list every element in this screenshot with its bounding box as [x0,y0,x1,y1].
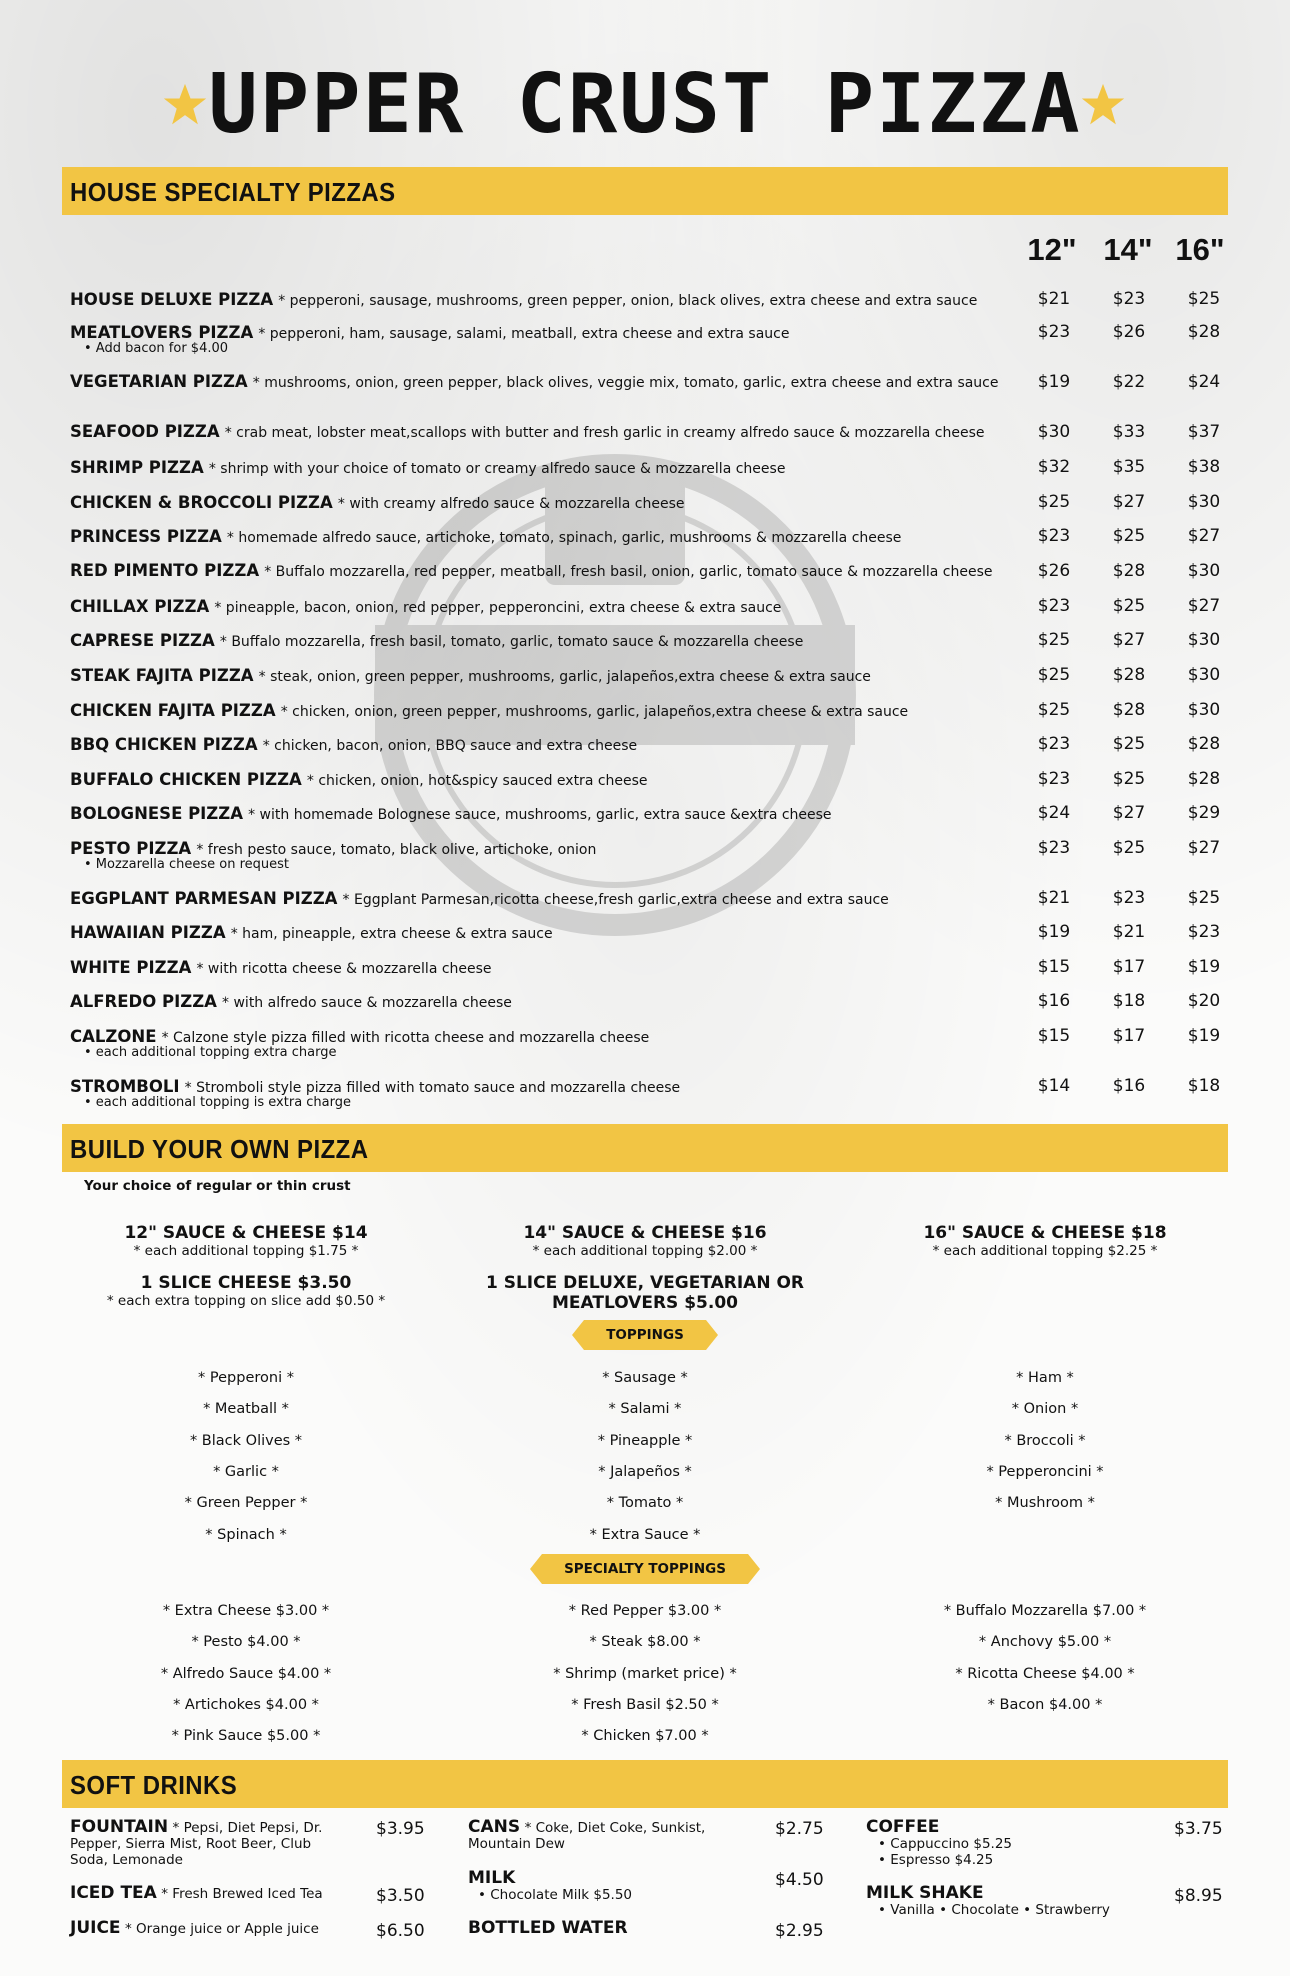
iced-tea-name: ICED TEA [70,1883,157,1903]
juice-price: $6.50 [376,1921,425,1941]
pizza-name: STROMBOLI [70,1077,180,1096]
pizza-description: * steak, onion, green pepper, mushrooms, garlic, jalapeños,extra cheese & extra sauce [258,669,871,685]
iced-tea-price: $3.50 [376,1886,425,1906]
pizza-price: $28 [1112,561,1146,581]
size-header-12: 12" [1027,232,1077,267]
pizza-price: $23 [1037,322,1071,342]
specialty-topping-item: * Shrimp (market price) * [553,1665,737,1682]
fountain-desc-1: * Pepsi, Diet Pepsi, Dr. [172,1820,323,1836]
pizza-description: * mushrooms, onion, green pepper, black olives, veggie mix, tomato, garlic, extra cheese and extra sauce [252,375,999,391]
pizza-price: $15 [1037,1026,1071,1046]
pizza-price: $23 [1112,888,1146,908]
pizza-price: $28 [1187,769,1221,789]
drinks-heading: SOFT DRINKS [70,1770,238,1800]
pizza-price: $21 [1037,289,1071,309]
drink-milk-shake [866,1885,1110,1918]
pizza-price: $19 [1187,957,1221,977]
size-header-14: 14" [1103,232,1153,267]
specialty-topping-item: * Chicken $7.00 * [581,1728,709,1745]
shake-price: $8.95 [1174,1886,1223,1906]
milk-desc: • Chocolate Milk $5.50 [478,1887,632,1903]
topping-item: * Broccoli * [1004,1432,1086,1449]
pizza-price: $32 [1037,457,1071,477]
pizza-description: * shrimp with your choice of tomato or creamy alfredo sauce & mozzarella cheese [208,461,786,477]
pizza-price: $30 [1187,665,1221,685]
pizza-name: BBQ CHICKEN PIZZA [70,735,258,754]
juice-name: JUICE [70,1918,121,1938]
drinks-heading-bar [62,1760,1228,1808]
pizza-name: CAPRESE PIZZA [70,631,215,650]
pizza-price: $23 [1037,734,1071,754]
topping-item: * Salami * [608,1401,682,1418]
drink-water [468,1920,628,1937]
specialty-topping-item: * Extra Cheese $3.00 * [162,1603,330,1619]
star-icon [162,82,208,128]
pizza-name: BUFFALO CHICKEN PIZZA [70,770,302,789]
topping-item: * Black Olives * [189,1432,303,1449]
drink-coffee [866,1819,1012,1868]
base-14 [495,1223,795,1259]
pizza-price: $21 [1112,922,1146,942]
base-12-note: * each additional topping $1.75 * [133,1243,359,1259]
pizza-description: * chicken, bacon, onion, BBQ sauce and extra cheese [262,738,638,754]
pizza-price: $23 [1187,922,1221,942]
pizza-description: * pepperoni, ham, sausage, salami, meatball, extra cheese and extra sauce [258,326,790,342]
pizza-price: $30 [1187,561,1221,581]
pizza-price: $23 [1037,838,1071,858]
pizza-price: $27 [1112,492,1146,512]
topping-item: * Pepperoni * [198,1370,294,1386]
pizza-price: $16 [1112,1076,1146,1096]
pizza-description: * fresh pesto sauce, tomato, black olive, artichoke, onion [196,842,597,858]
topping-item: * Tomato * [606,1495,684,1512]
base-12 [96,1223,396,1259]
pizza-price: $15 [1037,957,1071,977]
pizza-price: $28 [1187,734,1221,754]
pizza-price: $27 [1187,838,1221,858]
specialty-topping-item: * Pesto $4.00 * [191,1634,301,1651]
pizza-name: RED PIMENTO PIZZA [70,561,260,580]
pizza-description: * Buffalo mozzarella, fresh basil, tomato, garlic, tomato sauce & mozzarella cheese [219,634,804,650]
pizza-description: * with alfredo sauce & mozzarella cheese [222,995,512,1011]
pizza-price: $38 [1187,457,1221,477]
pizza-note: • Mozzarella cheese on request [84,857,289,872]
topping-item: * Meatball * [203,1401,289,1418]
pizza-note: • each additional topping is extra charge [84,1095,352,1110]
pizza-name: HAWAIIAN PIZZA [70,923,226,942]
specialty-topping-item: * Artichokes $4.00 * [173,1696,319,1713]
pizza-price: $20 [1187,991,1221,1011]
pizza-price: $27 [1112,803,1146,823]
pizza-price: $21 [1037,888,1071,908]
specialty-topping-item: * Pink Sauce $5.00 * [171,1728,321,1745]
drink-cans [468,1819,748,1852]
milk-name: MILK [468,1868,516,1888]
pizza-price: $25 [1112,838,1146,858]
drink-fountain [70,1819,370,1868]
specialty-heading: HOUSE SPECIALTY PIZZAS [70,177,396,207]
drink-milk [468,1870,632,1903]
pizza-price: $22 [1112,372,1146,392]
pizza-price: $25 [1037,492,1071,512]
pizza-price: $17 [1112,1026,1146,1046]
pizza-description: * Buffalo mozzarella, red pepper, meatball, fresh basil, onion, garlic, tomato sauce & mozzarella cheese [264,564,993,580]
pizza-line [70,373,1020,392]
star-icon [1080,82,1126,128]
pizza-price: $30 [1037,422,1071,442]
specialty-topping-item: * Buffalo Mozzarella $7.00 * [943,1603,1147,1619]
milk-price: $4.50 [775,1870,824,1890]
base-14-title: 14" SAUCE & CHEESE $16 [523,1223,767,1243]
pizza-price: $24 [1037,803,1071,823]
pizza-description: * with ricotta cheese & mozzarella cheese [196,961,492,977]
pizza-price: $30 [1187,700,1221,720]
pizza-price: $26 [1037,561,1071,581]
cans-name: CANS [468,1817,521,1837]
pizza-name: CHICKEN FAJITA PIZZA [70,701,276,720]
pizza-price: $33 [1112,422,1146,442]
specialty-topping-item: * Anchovy $5.00 * [978,1634,1112,1651]
iced-tea-desc: * Fresh Brewed Iced Tea [161,1886,323,1902]
topping-item: * Sausage * [602,1370,688,1386]
toppings-label: TOPPINGS [584,1320,706,1350]
slice-cheese-note: * each extra topping on slice add $0.50 * [106,1293,386,1309]
pizza-description: * homemade alfredo sauce, artichoke, tomato, spinach, garlic, mushrooms & mozzarella cheese [226,530,902,546]
size-header-16: 16" [1175,232,1225,267]
pizza-description: * chicken, onion, green pepper, mushrooms, garlic, jalapeños,extra cheese & extra sauce [280,704,909,720]
pizza-price: $18 [1112,991,1146,1011]
title-area [0,57,1290,152]
topping-item: * Spinach * [205,1526,287,1543]
crust-note: Your choice of regular or thin crust [84,1178,351,1194]
water-price: $2.95 [775,1921,824,1941]
pizza-price: $23 [1037,526,1071,546]
build-heading-bar [62,1124,1228,1172]
pizza-price: $23 [1112,289,1146,309]
pizza-price: $16 [1037,991,1071,1011]
pizza-description: * chicken, onion, hot&spicy sauced extra cheese [306,773,648,789]
pizza-price: $26 [1112,322,1146,342]
pizza-name: CHILLAX PIZZA [70,597,210,616]
pizza-price: $25 [1037,665,1071,685]
slice-cheese-title: 1 SLICE CHEESE $3.50 [140,1273,352,1293]
coffee-desc-2: • Espresso $4.25 [878,1852,994,1868]
pizza-name: VEGETARIAN PIZZA [70,372,248,391]
pizza-price: $25 [1112,769,1146,789]
cans-desc-1: * Coke, Diet Coke, Sunkist, [524,1820,706,1836]
pizza-note: • Add bacon for $4.00 [84,341,229,356]
shake-desc: • Vanilla • Chocolate • Strawberry [878,1902,1110,1918]
drink-juice [70,1920,319,1937]
drink-iced-tea [70,1885,323,1902]
slice-deluxe-line2: MEATLOVERS $5.00 [552,1293,738,1313]
topping-item: * Pepperoncini * [986,1463,1104,1480]
pizza-price: $25 [1112,526,1146,546]
pizza-line [70,423,1020,442]
slice-cheese [96,1273,396,1309]
pizza-line [70,562,1020,581]
water-name: BOTTLED WATER [468,1918,628,1938]
coffee-name: COFFEE [866,1817,940,1837]
pizza-price: $27 [1187,596,1221,616]
pizza-description: * ham, pineapple, extra cheese & extra sauce [230,926,553,942]
topping-item: * Pineapple * [597,1432,693,1449]
topping-item: * Extra Sauce * [589,1526,701,1543]
pizza-price: $25 [1037,700,1071,720]
topping-item: * Green Pepper * [184,1495,308,1512]
specialty-topping-item: * Red Pepper $3.00 * [568,1603,722,1619]
pizza-price: $14 [1037,1076,1071,1096]
pizza-name: PRINCESS PIZZA [70,527,222,546]
specialty-toppings-label: SPECIALTY TOPPINGS [542,1554,748,1584]
specialty-topping-item: * Alfredo Sauce $4.00 * [160,1665,332,1682]
pizza-price: $35 [1112,457,1146,477]
topping-item: * Onion * [1011,1401,1079,1418]
pizza-price: $19 [1187,1026,1221,1046]
pizza-name: CALZONE [70,1027,157,1046]
pizza-price: $19 [1037,922,1071,942]
pizza-name: HOUSE DELUXE PIZZA [70,290,274,309]
pizza-price: $37 [1187,422,1221,442]
pizza-price: $30 [1187,630,1221,650]
pizza-name: PESTO PIZZA [70,839,192,858]
pizza-name: SHRIMP PIZZA [70,458,204,477]
pizza-description: * pepperoni, sausage, mushrooms, green pepper, onion, black olives, extra cheese and extra sauce [278,293,978,309]
build-heading: BUILD YOUR OWN PIZZA [70,1134,369,1164]
pizza-name: BOLOGNESE PIZZA [70,804,244,823]
pizza-price: $30 [1187,492,1221,512]
pizza-price: $17 [1112,957,1146,977]
pizza-description: * Calzone style pizza filled with ricotta cheese and mozzarella cheese [161,1030,650,1046]
pizza-price: $18 [1187,1076,1221,1096]
pizza-price: $19 [1037,372,1071,392]
fountain-name: FOUNTAIN [70,1817,169,1837]
pizza-price: $25 [1187,888,1221,908]
pizza-description: * pineapple, bacon, onion, red pepper, pepperoncini, extra cheese & extra sauce [214,600,782,616]
coffee-price: $3.75 [1174,1819,1223,1839]
pizza-description: * Eggplant Parmesan,ricotta cheese,fresh garlic,extra cheese and extra sauce [342,892,889,908]
pizza-price: $25 [1112,596,1146,616]
base-16-title: 16" SAUCE & CHEESE $18 [923,1223,1167,1243]
pizza-description: * with homemade Bolognese sauce, mushrooms, garlic, extra sauce &extra cheese [248,807,832,823]
slice-deluxe [470,1273,820,1313]
fountain-desc-3: Soda, Lemonade [70,1852,183,1868]
pizza-price: $25 [1037,630,1071,650]
pizza-name: WHITE PIZZA [70,958,192,977]
fountain-price: $3.95 [376,1819,425,1839]
pizza-price: $23 [1037,769,1071,789]
pizza-name: MEATLOVERS PIZZA [70,323,254,342]
specialty-topping-item: * Bacon $4.00 * [987,1696,1103,1713]
topping-item: * Garlic * [213,1463,279,1480]
shake-name: MILK SHAKE [866,1883,984,1903]
pizza-name: STEAK FAJITA PIZZA [70,666,254,685]
coffee-desc-1: • Cappuccino $5.25 [878,1836,1012,1852]
juice-desc: * Orange juice or Apple juice [125,1921,319,1937]
pizza-name: SEAFOOD PIZZA [70,422,220,441]
pizza-price: $25 [1112,734,1146,754]
pizza-price: $24 [1187,372,1221,392]
pizza-description: * Stromboli style pizza filled with tomato sauce and mozzarella cheese [184,1080,681,1096]
pizza-price: $23 [1037,596,1071,616]
pizza-name: EGGPLANT PARMESAN PIZZA [70,889,338,908]
specialty-topping-item: * Fresh Basil $2.50 * [571,1696,719,1713]
topping-item: * Ham * [1016,1370,1074,1386]
pizza-name: CHICKEN & BROCCOLI PIZZA [70,493,333,512]
pizza-price: $29 [1187,803,1221,823]
pizza-price: $28 [1187,322,1221,342]
specialty-topping-item: * Steak $8.00 * [589,1634,701,1651]
pizza-name: ALFREDO PIZZA [70,992,217,1011]
specialty-topping-item: * Ricotta Cheese $4.00 * [955,1665,1135,1682]
pizza-price: $25 [1187,289,1221,309]
pizza-description: * crab meat, lobster meat,scallops with butter and fresh garlic in creamy alfredo sauce & mozzarella cheese [224,425,985,441]
topping-item: * Mushroom * [995,1495,1095,1512]
base-16 [895,1223,1195,1259]
fountain-desc-2: Pepper, Sierra Mist, Root Beer, Club [70,1836,312,1852]
slice-deluxe-line1: 1 SLICE DELUXE, VEGETARIAN OR [485,1273,805,1293]
pizza-price: $28 [1112,665,1146,685]
pizza-price: $27 [1112,630,1146,650]
pizza-description: * with creamy alfredo sauce & mozzarella cheese [337,496,685,512]
page-title: UPPER CRUST PIZZA [208,57,1082,152]
topping-item: * Jalapeños * [598,1463,692,1480]
base-14-note: * each additional topping $2.00 * [532,1243,758,1259]
base-12-title: 12" SAUCE & CHEESE $14 [124,1223,368,1243]
pizza-price: $27 [1187,526,1221,546]
base-16-note: * each additional topping $2.25 * [932,1243,1158,1259]
specialty-heading-bar [62,167,1228,215]
pizza-note: • each additional topping extra charge [84,1045,337,1060]
pizza-price: $28 [1112,700,1146,720]
cans-desc-2: Mountain Dew [468,1836,565,1852]
cans-price: $2.75 [775,1819,824,1839]
